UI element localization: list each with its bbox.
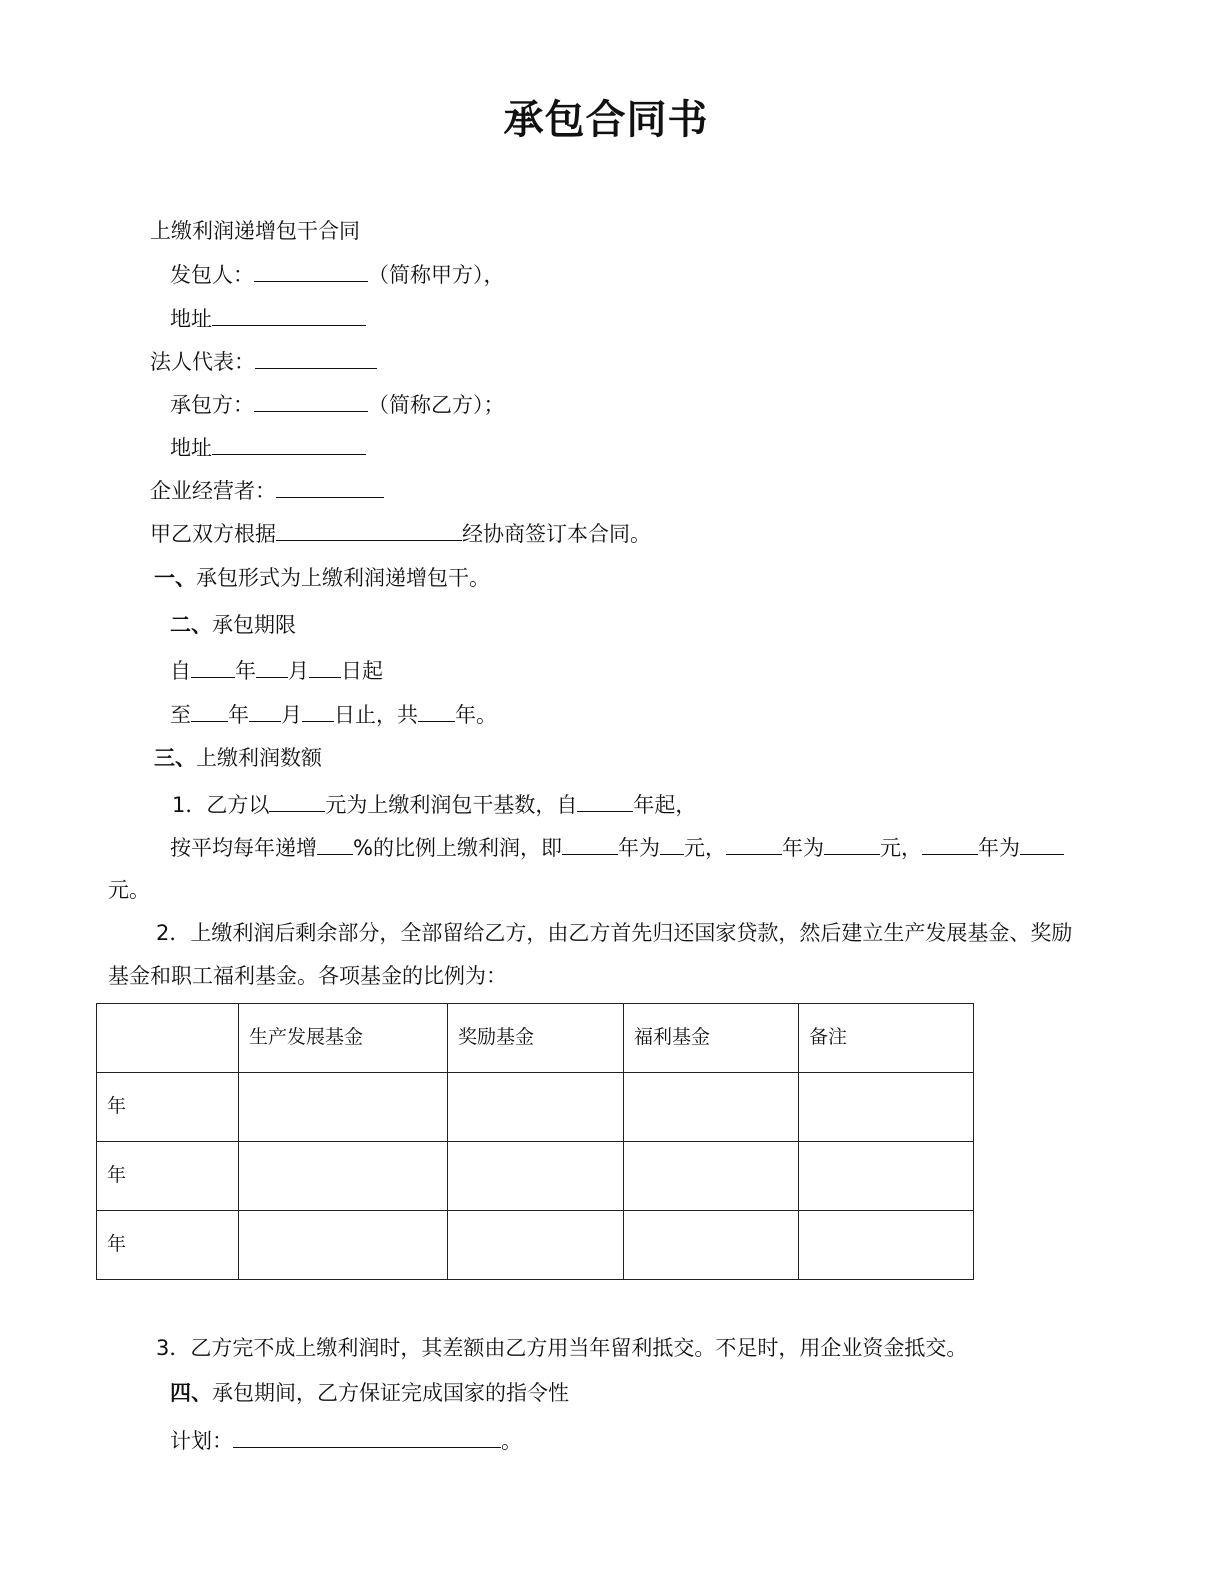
contract-subtitle: 上缴利润递增包干合同 <box>150 219 360 243</box>
section-4-heading <box>170 1378 569 1408</box>
term-text: 年。 <box>455 703 497 727</box>
section-3-heading <box>154 743 322 773</box>
legal-rep-line <box>150 346 377 377</box>
table-cell <box>448 1073 624 1142</box>
table-cell <box>799 1211 974 1280</box>
contractor-suffix: （简称乙方）； <box>368 393 505 417</box>
item-2-line-1: 2．上缴利润后剩余部分，全部留给乙方，由乙方首先归还国家贷款，然后建立生产发展基金、奖励 <box>156 921 1073 945</box>
table-cell <box>799 1142 974 1211</box>
section-2-heading <box>170 610 296 640</box>
contractor-address-line <box>170 432 366 463</box>
table-header-cell: 奖励基金 <box>448 1004 624 1073</box>
section-4-title: 承包期间，乙方保证完成国家的指令性 <box>212 1381 569 1405</box>
section-1 <box>154 563 490 593</box>
table-cell <box>624 1073 799 1142</box>
term-end-line <box>170 699 497 730</box>
table-cell <box>239 1073 448 1142</box>
issuer-address-blank <box>212 303 366 326</box>
table-cell: 年 <box>97 1073 239 1142</box>
plan-line <box>170 1425 522 1456</box>
term-text: 日起 <box>341 659 383 683</box>
item-text: 元， <box>879 836 922 860</box>
issuer-label: 发包人： <box>170 263 254 287</box>
amount-1-blank <box>660 832 684 855</box>
plan-blank <box>233 1425 501 1448</box>
term-text: 年 <box>228 703 249 727</box>
issuer-suffix: （简称甲方）， <box>368 263 505 287</box>
table-header-cell: 生产发展基金 <box>239 1004 448 1073</box>
table-cell: 年 <box>97 1211 239 1280</box>
end-year-blank <box>191 699 228 722</box>
table-row <box>97 1211 974 1280</box>
end-month-blank <box>249 699 281 722</box>
table-cell <box>239 1142 448 1211</box>
address-label: 地址 <box>170 307 212 331</box>
basis-line <box>150 518 651 549</box>
table-row <box>97 1073 974 1142</box>
table-cell: 年 <box>97 1142 239 1211</box>
term-text: 至 <box>170 703 191 727</box>
section-2-number: 二、 <box>170 613 212 637</box>
basis-prefix: 甲乙双方根据 <box>150 522 276 546</box>
table-cell <box>239 1211 448 1280</box>
issuer-address-line <box>170 303 366 334</box>
table-row <box>97 1142 974 1211</box>
table-header-cell: 福利基金 <box>624 1004 799 1073</box>
term-start-line <box>170 655 383 686</box>
contractor-blank <box>254 389 368 412</box>
base-year-blank <box>577 789 633 812</box>
item-text: 元为上缴利润包干基数，自 <box>325 793 578 817</box>
item-text: %的比例上缴利润，即 <box>353 836 562 860</box>
section-2-title: 承包期限 <box>212 613 296 637</box>
operator-blank <box>276 475 384 498</box>
item-1-increase-line <box>170 832 1064 863</box>
issuer-blank <box>254 259 368 282</box>
table-header-row <box>97 1004 974 1073</box>
start-day-blank <box>309 655 341 678</box>
legal-rep-blank <box>255 346 377 369</box>
legal-rep-label: 法人代表： <box>150 350 255 374</box>
contractor-line <box>170 389 505 420</box>
table-cell <box>448 1142 624 1211</box>
table-header-cell <box>97 1004 239 1073</box>
section-4-number: 四、 <box>170 1381 212 1405</box>
section-1-text: 承包形式为上缴利润递增包干。 <box>196 566 490 590</box>
start-month-blank <box>256 655 288 678</box>
basis-suffix: 经协商签订本合同。 <box>462 522 651 546</box>
section-3-number: 三、 <box>154 746 196 770</box>
plan-label: 计划： <box>170 1429 233 1453</box>
item-1-line <box>172 789 696 820</box>
table-cell <box>624 1142 799 1211</box>
contractor-address-blank <box>212 432 366 455</box>
base-amount-blank <box>269 789 325 812</box>
item-text: 年为 <box>781 836 824 860</box>
section-1-number: 一、 <box>154 566 196 590</box>
amount-3-blank <box>1020 832 1064 855</box>
term-text: 日止，共 <box>334 703 418 727</box>
item-2-line-2: 基金和职工福利基金。各项基金的比例为： <box>108 964 507 988</box>
percent-blank <box>317 832 353 855</box>
term-text: 年 <box>235 659 256 683</box>
issuer-line <box>170 259 505 290</box>
operator-label: 企业经营者： <box>150 479 276 503</box>
start-year-blank <box>191 655 235 678</box>
table-header-cell: 备注 <box>799 1004 974 1073</box>
contractor-label: 承包方： <box>170 393 254 417</box>
year-2-blank <box>726 832 782 855</box>
term-text: 自 <box>170 659 191 683</box>
item-text: 元， <box>683 836 726 860</box>
basis-blank <box>276 518 462 541</box>
year-3-blank <box>922 832 978 855</box>
term-text: 月 <box>281 703 302 727</box>
term-text: 月 <box>288 659 309 683</box>
operator-line <box>150 475 384 506</box>
item-text: 1．乙方以 <box>172 793 270 817</box>
item-text: 年为 <box>617 836 660 860</box>
table-cell <box>799 1073 974 1142</box>
section-3-title: 上缴利润数额 <box>196 746 322 770</box>
end-day-blank <box>302 699 334 722</box>
year-1-blank <box>562 832 618 855</box>
total-years-blank <box>418 699 455 722</box>
item-text: 年为 <box>977 836 1020 860</box>
item-1-end: 元。 <box>108 878 150 902</box>
item-3-line: 3．乙方完不成上缴利润时，其差额由乙方用当年留利抵交。不足时，用企业资金抵交。 <box>156 1336 968 1360</box>
table-cell <box>448 1211 624 1280</box>
page-title: 承包合同书 <box>503 97 709 143</box>
item-text: 年起， <box>633 793 697 817</box>
table-cell <box>624 1211 799 1280</box>
plan-end: 。 <box>501 1429 522 1453</box>
address-label: 地址 <box>170 436 212 460</box>
fund-ratio-table <box>96 1003 974 1280</box>
item-text: 按平均每年递增 <box>170 836 317 860</box>
amount-2-blank <box>824 832 880 855</box>
